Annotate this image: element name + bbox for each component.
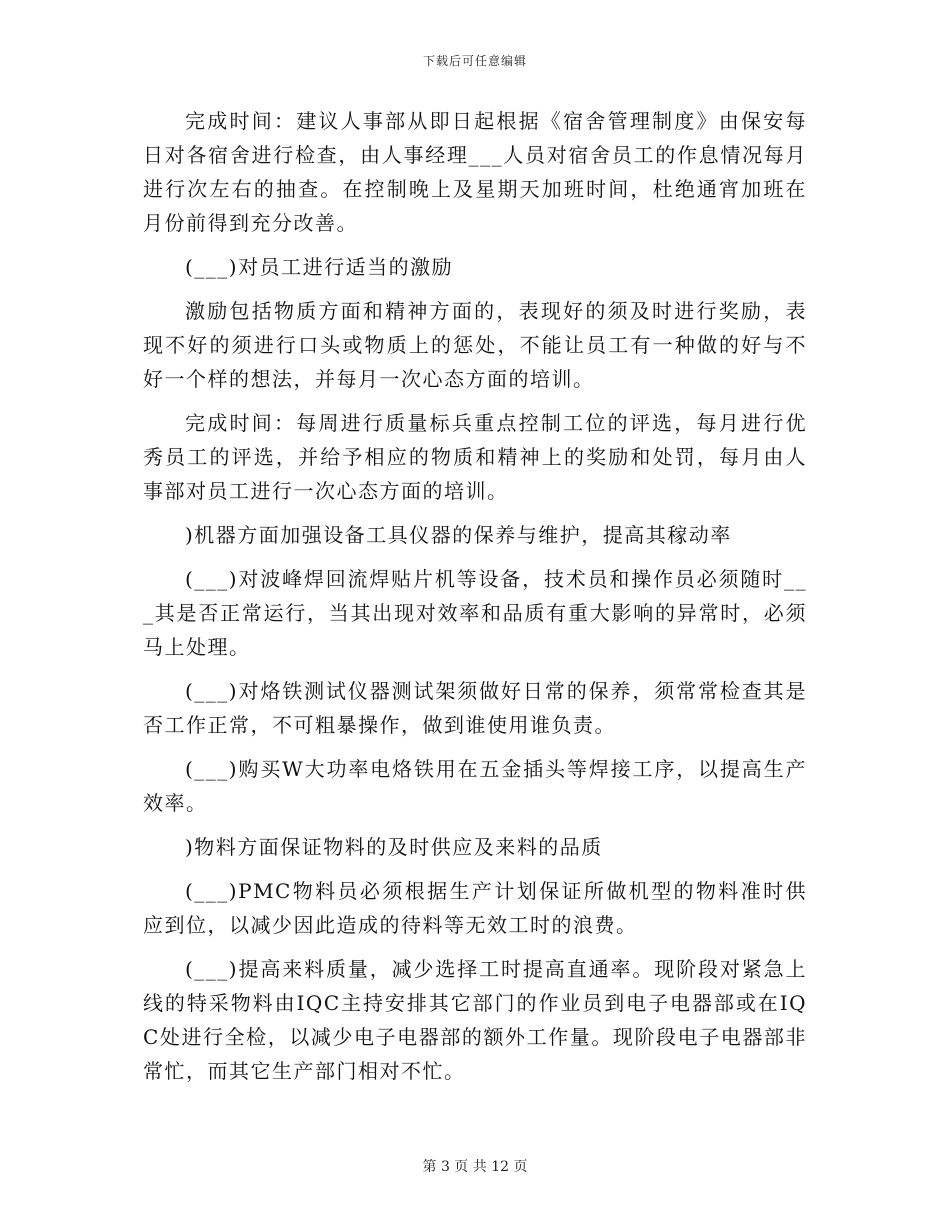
paragraph-material-pmc: (___)PMC物料员必须根据生产计划保证所做机型的物料准时供应到位，以减少因此造成的待料等无效工时的浪费。	[143, 879, 807, 937]
paragraph-motivation-heading: (___)对员工进行适当的激励	[185, 255, 454, 279]
document-body	[143, 104, 807, 1098]
paragraph-material-heading: )物料方面保证物料的及时供应及来料的品质	[185, 835, 603, 859]
paragraph-machine-iron-maintenance: (___)对烙铁测试仪器测试架须做好日常的保养，须常常检查其是否工作正常，不可粗暴操作，做到谁使用谁负责。	[143, 679, 807, 737]
paragraph-machine-wave-solder: (___)对波峰焊回流焊贴片机等设备，技术员和操作员必须随时___其是否正常运行，当其出现对效率和品质有重大影响的异常时，必须马上处理。	[143, 567, 807, 659]
paragraph-material-quality: (___)提高来料质量，减少选择工时提高直通率。现阶段对紧急上线的特采物料由IQC主持安排其它部门的作业员到电子电器部或在IQC处进行全检，以减少电子电器部的额外工作量。现阶段电子电器部非常忙，而其它生产部门相对不忙。	[143, 957, 807, 1083]
paragraph-machine-heading: )机器方面加强设备工具仪器的保养与维护，提高其稼动率	[185, 523, 732, 547]
paragraph-motivation-detail: 激励包括物质方面和精神方面的，表现好的须及时进行奖励，表现不好的须进行口头或物质上的惩处，不能让员工有一种做的好与不好一个样的想法，并每月一次心态方面的培训。	[143, 299, 807, 391]
paragraph-machine-iron-purchase: (___)购买W大功率电烙铁用在五金插头等焊接工序，以提高生产效率。	[143, 757, 807, 815]
page-header: 下载后可任意编辑	[422, 54, 527, 68]
page-number: 第 3 页 共 12 页	[422, 1159, 528, 1175]
paragraph-motivation-schedule: 完成时间：每周进行质量标兵重点控制工位的评选，每月进行优秀员工的评选，并给予相应的物质和精神上的奖励和处罚，每月由人事部对员工进行一次心态方面的培训。	[143, 411, 807, 503]
paragraph-dorm-schedule: 完成时间：建议人事部从即日起根据《宿舍管理制度》由保安每日对各宿舍进行检查，由人事经理___人员对宿舍员工的作息情况每月进行次左右的抽查。在控制晚上及星期天加班时间，杜绝通宵加班在月份前得到充分改善。	[143, 109, 807, 235]
